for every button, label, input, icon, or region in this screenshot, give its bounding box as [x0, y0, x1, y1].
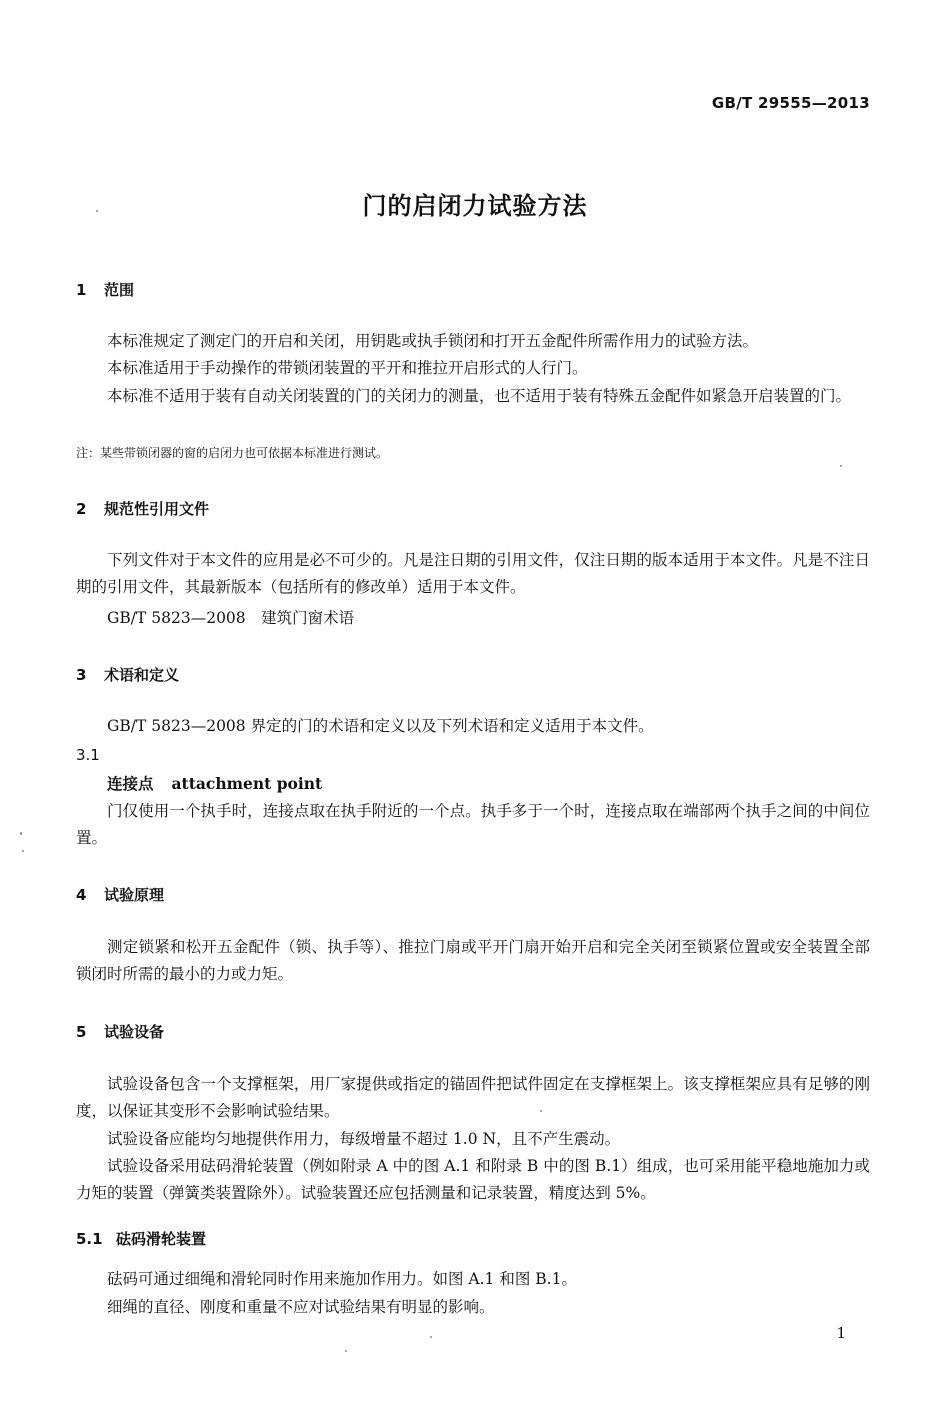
section-5-1-paragraph-1: 砝码可通过细绳和滑轮同时作用来施加作用力。如图 A.1 和图 B.1。 — [107, 1270, 577, 1288]
scan-speck — [345, 1350, 347, 1352]
section-number: 5 — [76, 1023, 87, 1041]
section-title: 试验设备 — [104, 1023, 165, 1041]
section-title: 术语和定义 — [104, 666, 180, 684]
section-5-paragraph-1: 试验设备包含一个支撑框架，用厂家提供或指定的锚固件把试件固定在支撑框架上。该支撑框架应具有足够的刚度，以保证其变形不会影响试验结果。 — [76, 1075, 870, 1120]
section-1-paragraph-2: 本标准适用于手动操作的带锁闭装置的平开和推拉开启形式的人行门。 — [107, 359, 588, 377]
section-4-paragraph-1: 测定锁紧和松开五金配件（锁、执手等）、推拉门扇或平开门扇开始开启和完全关闭至锁紧位置或安全装置全部锁闭时所需的最小的力或力矩。 — [76, 938, 870, 983]
scan-speck — [20, 832, 22, 835]
section-title: 范围 — [104, 281, 135, 299]
scan-speck — [96, 210, 98, 212]
term-number: 3.1 — [76, 746, 100, 764]
section-3-heading — [76, 664, 179, 685]
scan-speck — [430, 1336, 432, 1338]
normative-reference: GB/T 5823—2008 建筑门窗术语 — [107, 609, 355, 627]
section-2-paragraph-1: 下列文件对于本文件的应用是必不可少的。凡是注日期的引用文件，仅注日期的版本适用于本文件。凡是不注日期的引用文件，其最新版本（包括所有的修改单）适用于本文件。 — [76, 551, 870, 596]
section-4-heading — [76, 884, 164, 905]
section-number: 3 — [76, 666, 87, 684]
standard-number: GB/T 29555—2013 — [711, 94, 870, 112]
term-chinese: 连接点 — [107, 774, 154, 793]
section-5-heading — [76, 1021, 164, 1042]
section-5-paragraph-2: 试验设备应能均匀地提供作用力，每级增量不超过 1.0 N，且不产生震动。 — [107, 1130, 621, 1148]
section-1-paragraph-1: 本标准规定了测定门的开启和关闭，用钥匙或执手锁闭和打开五金配件所需作用力的试验方法。 — [107, 332, 759, 350]
term-entry — [107, 772, 322, 794]
section-title: 规范性引用文件 — [104, 500, 210, 518]
section-5-1-heading — [76, 1228, 206, 1249]
section-title: 试验原理 — [104, 886, 165, 904]
page-number: 1 — [836, 1324, 846, 1342]
section-number: 1 — [76, 281, 87, 299]
section-3-paragraph-1: GB/T 5823—2008 界定的门的术语和定义以及下列术语和定义适用于本文件。 — [107, 717, 654, 735]
term-definition: 门仅使用一个执手时，连接点取在执手附近的一个点。执手多于一个时，连接点取在端部两个执手之间的中间位置。 — [76, 802, 870, 847]
term-english: attachment point — [171, 774, 323, 793]
section-5-1-paragraph-2: 细绳的直径、刚度和重量不应对试验结果有明显的影响。 — [107, 1298, 495, 1316]
section-number: 4 — [76, 886, 87, 904]
scan-speck — [22, 850, 24, 852]
section-1-heading — [76, 279, 134, 300]
document-title: 门的启闭力试验方法 — [362, 192, 588, 220]
scan-speck — [840, 465, 842, 467]
section-title: 砝码滑轮装置 — [116, 1230, 207, 1248]
section-1-paragraph-3: 本标准不适用于装有自动关闭装置的门的关闭力的测量，也不适用于装有特殊五金配件如紧急开启装置的门。 — [107, 387, 852, 405]
section-2-heading — [76, 498, 209, 519]
section-number: 5.1 — [76, 1230, 103, 1248]
section-1-note: 注：某些带锁闭器的窗的启闭力也可依据本标准进行测试。 — [76, 446, 389, 460]
section-number: 2 — [76, 500, 87, 518]
scan-speck — [540, 1110, 542, 1112]
section-5-paragraph-3: 试验设备采用砝码滑轮装置（例如附录 A 中的图 A.1 和附录 B 中的图 B.1）组成，也可采用能平稳地施加力或力矩的装置（弹簧类装置除外）。试验装置还应包括测量和记录装置，精度达到 5%。 — [76, 1157, 870, 1202]
